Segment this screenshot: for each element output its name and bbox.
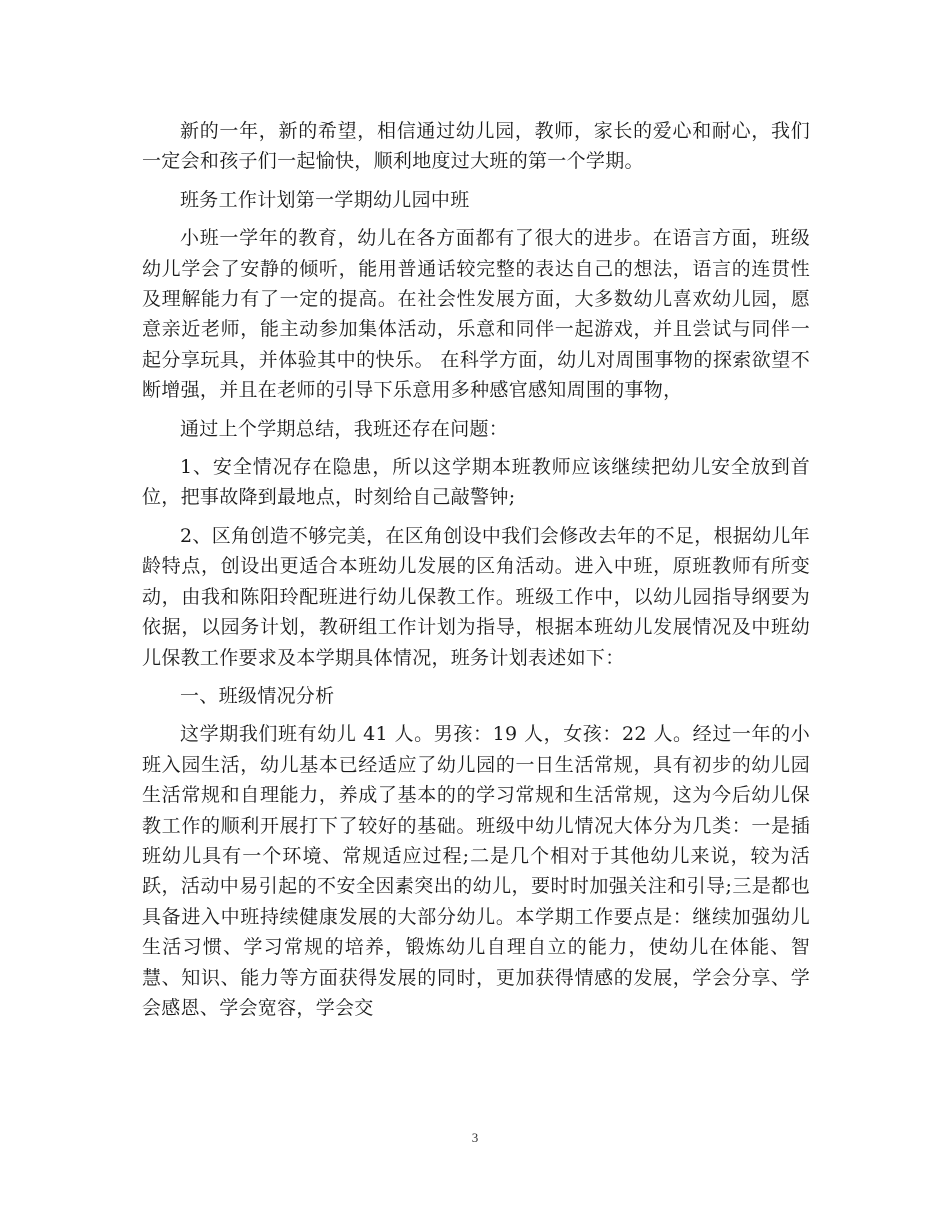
page-number: 3: [471, 1130, 479, 1145]
document-body: [142, 116, 810, 1023]
paragraph-problems-intro: 通过上个学期总结，我班还存在问题：: [180, 417, 509, 440]
paragraph-progress-summary: 小班一学年的教育，幼儿在各方面都有了很大的进步。在语言方面，班级幼儿学会了安静的倾听，能用普通话较完整的表达自己的想法，语言的连贯性及理解能力有了一定的提高。在社会性发展方面，大多数幼儿喜欢幼儿园，愿意亲近老师，能主动参加集体活动，乐意和同伴一起游戏，并且尝试与同伴一起分享玩具，并体验其中的快乐。 在科学方面，幼儿对周围事物的探索欲望不断增强，并且在老师的引导下乐意用多种感官感知周围的事物，: [142, 227, 810, 402]
section-title: 班务工作计划第一学期幼儿园中班: [180, 188, 470, 211]
paragraph-problem-1: 1、安全情况存在隐患，所以这学期本班教师应该继续把幼儿安全放到首位，把事故降到最地点，时刻给自己敲警钟;: [142, 456, 810, 509]
paragraph-closing-wish: 新的一年，新的希望，相信通过幼儿园，教师，家长的爱心和耐心，我们一定会和孩子们一起愉快，顺利地度过大班的第一个学期。: [142, 120, 810, 173]
paragraph-problem-2: 2、区角创造不够完美，在区角创设中我们会修改去年的不足，根据幼儿年龄特点，创设出更适合本班幼儿发展的区角活动。进入中班，原班教师有所变动，由我和陈阳玲配班进行幼儿保教工作。班级工作中，以幼儿园指导纲要为依据，以园务计划，教研组工作计划为指导，根据本班幼儿发展情况及中班幼儿保教工作要求及本学期具体情况，班务计划表述如下：: [142, 524, 810, 669]
section-heading-class-analysis: 一、班级情况分析: [180, 684, 335, 707]
paragraph-class-analysis: 这学期我们班有幼儿 41 人。男孩：19 人，女孩：22 人。经过一年的小班入园生活，幼儿基本已经适应了幼儿园的一日生活常规，具有初步的幼儿园生活常规和自理能力，养成了基本的的学习常规和生活常规，这为今后幼儿保教工作的顺利开展打下了较好的基础。班级中幼儿情况大体分为几类：一是插班幼儿具有一个环境、常规适应过程;二是几个相对于其他幼儿来说，较为活跃，活动中易引起的不安全因素突出的幼儿，要时时加强关注和引导;三是都也具备进入中班持续健康发展的大部分幼儿。本学期工作要点是：继续加强幼儿生活习惯、学习常规的培养，锻炼幼儿自理自立的能力，使幼儿在体能、智慧、知识、能力等方面获得发展的同时，更加获得情感的发展，学会分享、学会感恩、学会宽容，学会交: [142, 723, 810, 1019]
